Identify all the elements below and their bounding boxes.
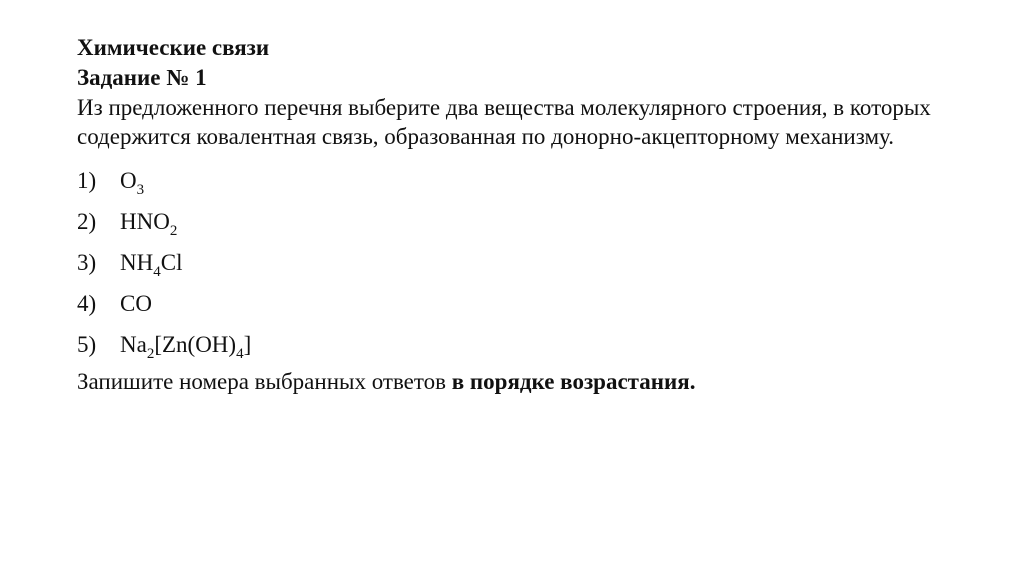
answer-option: [77, 161, 977, 202]
formula-part: NH: [120, 250, 154, 275]
answer-options-list: [77, 161, 977, 366]
option-number: 4): [77, 291, 97, 316]
formula-part: O: [120, 168, 137, 193]
option-formula: [120, 202, 177, 242]
option-number: 2): [77, 209, 97, 234]
option-number: 1): [77, 168, 97, 193]
formula-part: [Zn(OH): [154, 332, 237, 357]
formula-subscript: 4: [236, 346, 244, 362]
answer-instruction: [77, 367, 977, 397]
formula-part: ]: [243, 332, 252, 357]
option-formula: [120, 243, 182, 283]
option-formula: [120, 161, 144, 201]
instruction-emphasis: в порядке возрастания.: [451, 369, 696, 394]
task-label: Задание № 1: [77, 65, 207, 90]
slide-title: Химические связи: [77, 35, 270, 60]
answer-option: [77, 284, 977, 325]
answer-option: [77, 243, 977, 284]
instruction-text: Запишите номера выбранных ответов: [77, 369, 452, 394]
formula-subscript: 3: [136, 182, 145, 198]
formula-subscript: 4: [153, 264, 161, 280]
slide-content: [77, 33, 977, 397]
answer-option: [77, 202, 977, 243]
option-formula: [120, 325, 251, 365]
formula-part: CO: [120, 291, 152, 316]
formula-subscript: 2: [146, 346, 155, 362]
option-number: 5): [77, 332, 97, 357]
formula-part: HNO: [120, 209, 170, 234]
option-number: 3): [77, 250, 97, 275]
option-formula: [120, 284, 152, 324]
formula-part: Cl: [160, 250, 183, 275]
formula-subscript: 2: [169, 223, 178, 239]
answer-option: [77, 325, 977, 366]
formula-part: Na: [120, 332, 147, 357]
task-text: Из предложенного перечня выберите два вещества молекулярного строения, в которых содержится ковалентная связь, образованная по донорно-акцепторному механизму.: [77, 95, 931, 149]
